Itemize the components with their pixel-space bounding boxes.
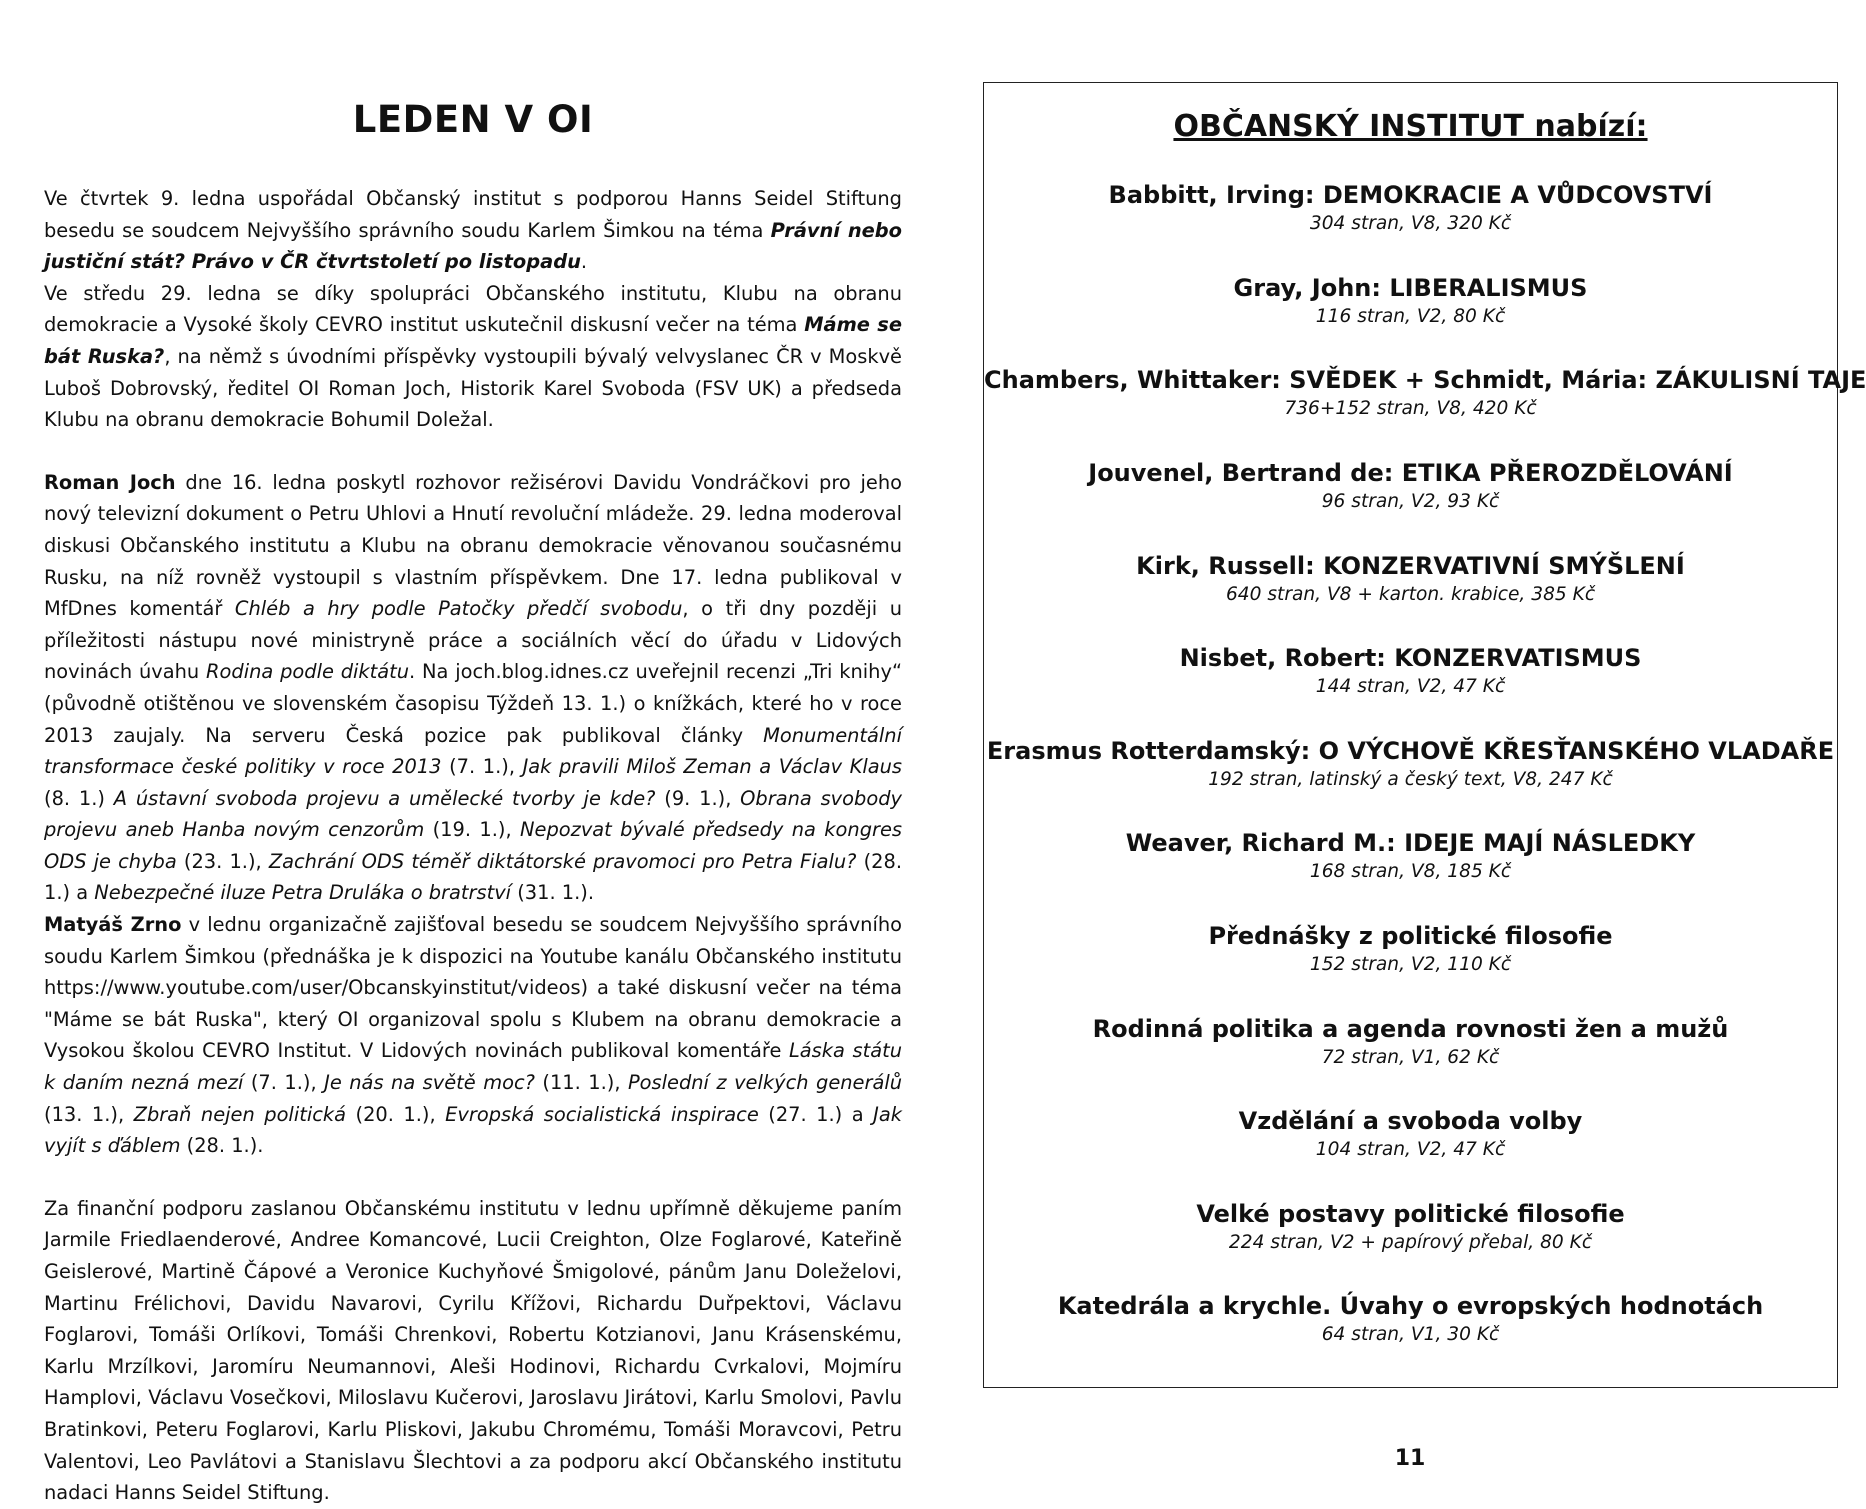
book-detail: 64 stran, V1, 30 Kč bbox=[1321, 1324, 1500, 1345]
book-item bbox=[984, 552, 1837, 605]
book-detail: 104 stran, V2, 47 Kč bbox=[1315, 1139, 1506, 1160]
book-item bbox=[984, 829, 1837, 882]
italic-title: Nepozvat bývalé předsedy na kongres ODS je chyba bbox=[44, 818, 903, 873]
book-detail: 640 stran, V8 + karton. krabice, 385 Kč bbox=[1225, 584, 1596, 605]
book-item bbox=[984, 1200, 1837, 1253]
bold-name: Roman Joch bbox=[44, 470, 176, 494]
bold-name: Matyáš Zrno bbox=[44, 913, 182, 937]
italic-title: Zachrání ODS téměř diktátorské pravomoci pro Petra Fialu? bbox=[268, 849, 857, 873]
book-item bbox=[984, 1107, 1837, 1160]
book-item bbox=[984, 274, 1837, 327]
book-item bbox=[984, 644, 1837, 697]
italic-title: Rodina podle diktátu bbox=[206, 660, 410, 684]
italic-title: Chléb a hry podle Patočky předčí svobodu bbox=[234, 597, 683, 621]
italic-title: Právní nebo justiční stát? Právo v ČR čtvrtstoletí po listopadu bbox=[44, 218, 902, 274]
book-title: Katedrála a krychle. Úvahy o evropských hodnotách bbox=[1057, 1292, 1764, 1320]
book-detail: 152 stran, V2, 110 Kč bbox=[1309, 954, 1512, 975]
book-detail: 72 stran, V1, 62 Kč bbox=[1321, 1047, 1500, 1068]
book-detail: 116 stran, V2, 80 Kč bbox=[1315, 306, 1506, 327]
italic-title: Jak vyjít s ďáblem bbox=[44, 1102, 903, 1158]
page-number: 11 bbox=[1394, 1446, 1426, 1471]
book-detail: 736+152 stran, V8, 420 Kč bbox=[1284, 398, 1537, 419]
italic-title: Máme se bát Ruska? bbox=[44, 313, 902, 368]
italic-title: A ústavní svoboda projevu a umělecké tvorby je kde? bbox=[113, 786, 656, 810]
book-title: Vzdělání a svoboda volby bbox=[1238, 1107, 1583, 1135]
book-title: Nisbet, Robert: KONZERVATISMUS bbox=[1179, 644, 1642, 672]
italic-title: Evropská socialistická inspirace bbox=[445, 1102, 759, 1126]
italic-title: Monumentální transformace české politiky v roce 2013 bbox=[44, 723, 902, 779]
book-detail: 168 stran, V8, 185 Kč bbox=[1309, 861, 1512, 882]
book-title: Babbitt, Irving: DEMOKRACIE A VŮDCOVSTVÍ bbox=[1108, 181, 1713, 209]
book-detail: 144 stran, V2, 47 Kč bbox=[1315, 676, 1506, 697]
book-title: Weaver, Richard M.: IDEJE MAJÍ NÁSLEDKY bbox=[1125, 829, 1696, 857]
paragraph-roman-joch: Roman Joch dne 16. ledna poskytl rozhovor režisérovi Davidu Vondráčkovi pro jeho nový televizní dokument o Petru Uhlovi a Hnutí revoluční mládeže. 29. ledna moderoval diskusi Občanského institutu a Klubu na obranu demokracie věnovanou současnému Rusku, na níž rovněž vystoupil s vlastním příspěvkem. Dne 17. ledna publikoval v MfDnes komentář Chléb a hry podle Patočky předčí svobodu, o tři dny později u příležitosti nástupu nové ministryně práce a sociálních věcí do úřadu v Lidových novinách úvahu Rodina podle diktátu. Na joch.blog.idnes.cz uveřejnil recenzi „Tri knihy“ (původně otištěnou ve slovenském časopisu Týždeň 13. 1.) o knížkách, které ho v roce 2013 zaujaly. Na serveru Česká pozice pak publikoval články Monumentální transformace české politiky v roce 2013 (7. 1.), Jak pravili Miloš Zeman a Václav Klaus (8. 1.) A ústavní svoboda projevu a umělecké tvorby je kde? (9. 1.), Obrana svobody projevu aneb Hanba novým cenzorům (19. 1.), Nepozvat bývalé předsedy na kongres ODS je chyba (23. 1.), Zachrání ODS téměř diktátorské pravomoci pro Petra Fialu? (28. 1.) a Nebezpečné iluze Petra Druláka o bratrství (31. 1.). bbox=[44, 470, 903, 905]
book-item bbox=[984, 1292, 1837, 1345]
book-item bbox=[984, 922, 1837, 975]
italic-title: Zbraň nejen politická bbox=[133, 1102, 346, 1126]
italic-title: Nebezpečné iluze Petra Druláka o bratrství bbox=[94, 881, 512, 905]
book-detail: 96 stran, V2, 93 Kč bbox=[1321, 491, 1500, 512]
book-title: Přednášky z politické filosofie bbox=[1208, 922, 1613, 950]
book-detail: 224 stran, V2 + papírový přebal, 80 Kč bbox=[1228, 1232, 1593, 1253]
book-title: Chambers, Whittaker: SVĚDEK + Schmidt, Mária: ZÁKULISNÍ TAJE bbox=[984, 366, 1866, 394]
book-title: Kirk, Russell: KONZERVATIVNÍ SMÝŠLENÍ bbox=[1136, 552, 1685, 580]
page-title: LEDEN V OI bbox=[352, 98, 594, 141]
book-title: Jouvenel, Bertrand de: ETIKA PŘEROZDĚLOVÁNÍ bbox=[1088, 459, 1733, 487]
book-item bbox=[984, 1015, 1837, 1068]
paragraph-thanks: Za finanční podporu zaslanou Občanskému institutu v lednu upřímně děkujeme paním Jarmile Friedlaenderové, Andree Komancové, Lucii Creighton, Olze Foglarové, Kateřině Geislerové, Martině Čápové a Veronice Kuchyňové Šmigolové, pánům Janu Doleželovi, Martinu Frélichovi, Davidu Navarovi, Cyrilu Křížovi, Richardu Duřpektovi, Václavu Foglarovi, Tomáši Orlíkovi, Tomáši Chrenkovi, Robertu Kotzianovi, Janu Krásenskému, Karlu Mrzílkovi, Jaromíru Neumannovi, Aleši Hodinovi, Richardu Cvrkalovi, Mojmíru Hamplovi, Václavu Vosečkovi, Miloslavu Kučerovi, Jaroslavu Jirátovi, Karlu Smolovi, Pavlu Bratinkovi, Peteru Foglarovi, Karlu Pliskovi, Jakubu Chromému, Tomáši Moravcovi, Petru Valentovi, Leo Pavlátovi a Stanislavu Šlechtovi a za podporu akcí Občanského institutu nadaci Hanns Seidel Stiftung. bbox=[44, 1196, 902, 1505]
book-detail: 304 stran, V8, 320 Kč bbox=[1309, 213, 1512, 234]
paragraph-matyas-zrno: Matyáš Zrno v lednu organizačně zajišťoval besedu se soudcem Nejvyššího správního soudu Karlem Šimkou (přednáška je k dispozici na Youtube kanálu Občanského institutu https://www.youtube.com/user/Obcanskyinstitut/videos) a také diskusní večer na téma "Máme se bát Ruska", který OI organizoval spolu s Klubem na obranu demokracie a Vysokou školou CEVRO Institut. V Lidových novinách publikoval komentáře Láska státu k daním nezná mezí (7. 1.), Je nás na světě moc? (11. 1.), Poslední z velkých generálů (13. 1.), Zbraň nejen politická (20. 1.), Evropská socialistická inspirace (27. 1.) a Jak vyjít s ďáblem (28. 1.). bbox=[44, 913, 903, 1158]
italic-title: Poslední z velkých generálů bbox=[627, 1071, 903, 1095]
box-title: OBČANSKÝ INSTITUT nabízí: bbox=[1173, 109, 1648, 144]
book-detail: 192 stran, latinský a český text, V8, 247 Kč bbox=[1208, 769, 1613, 790]
italic-title: Jak pravili Miloš Zeman a Václav Klaus bbox=[522, 755, 903, 779]
paragraph-event-2: Ve středu 29. ledna se díky spolupráci Občanského institutu, Klubu na obranu demokracie a Vysoké školy CEVRO institut uskutečnil diskusní večer na téma Máme se bát Ruska?, na němž s úvodními příspěvky vystoupili bývalý velvyslanec ČR v Moskvě Luboš Dobrovský, ředitel OI Roman Joch, Historik Karel Svoboda (FSV UK) a předseda Klubu na obranu demokracie Bohumil Doležal. bbox=[44, 281, 902, 432]
book-title: Gray, John: LIBERALISMUS bbox=[1233, 274, 1588, 302]
book-item bbox=[984, 366, 1866, 419]
book-item bbox=[984, 181, 1837, 234]
book-title: Rodinná politika a agenda rovnosti žen a mužů bbox=[1092, 1015, 1729, 1043]
book-item bbox=[984, 737, 1837, 790]
paragraph-event-1: Ve čtvrtek 9. ledna uspořádal Občanský institut s podporou Hanns Seidel Stiftung besedu se soudcem Nejvyššího správního soudu Karlem Šimkou na téma Právní nebo justiční stát? Právo v ČR čtvrtstoletí po listopadu. bbox=[44, 187, 902, 274]
italic-title: Láska státu k daním nezná mezí bbox=[44, 1039, 902, 1095]
italic-title: Je nás na světě moc? bbox=[324, 1071, 535, 1095]
book-offer-box bbox=[983, 82, 1866, 1388]
italic-title: Obrana svobody projevu aneb Hanba novým cenzorům bbox=[44, 786, 902, 842]
book-title: Erasmus Rotterdamský: O VÝCHOVĚ KŘESŤANSKÉHO VLADAŘE bbox=[986, 737, 1835, 765]
left-column bbox=[44, 98, 902, 1509]
book-title: Velké postavy politické filosofie bbox=[1196, 1200, 1625, 1228]
book-item bbox=[984, 459, 1837, 512]
